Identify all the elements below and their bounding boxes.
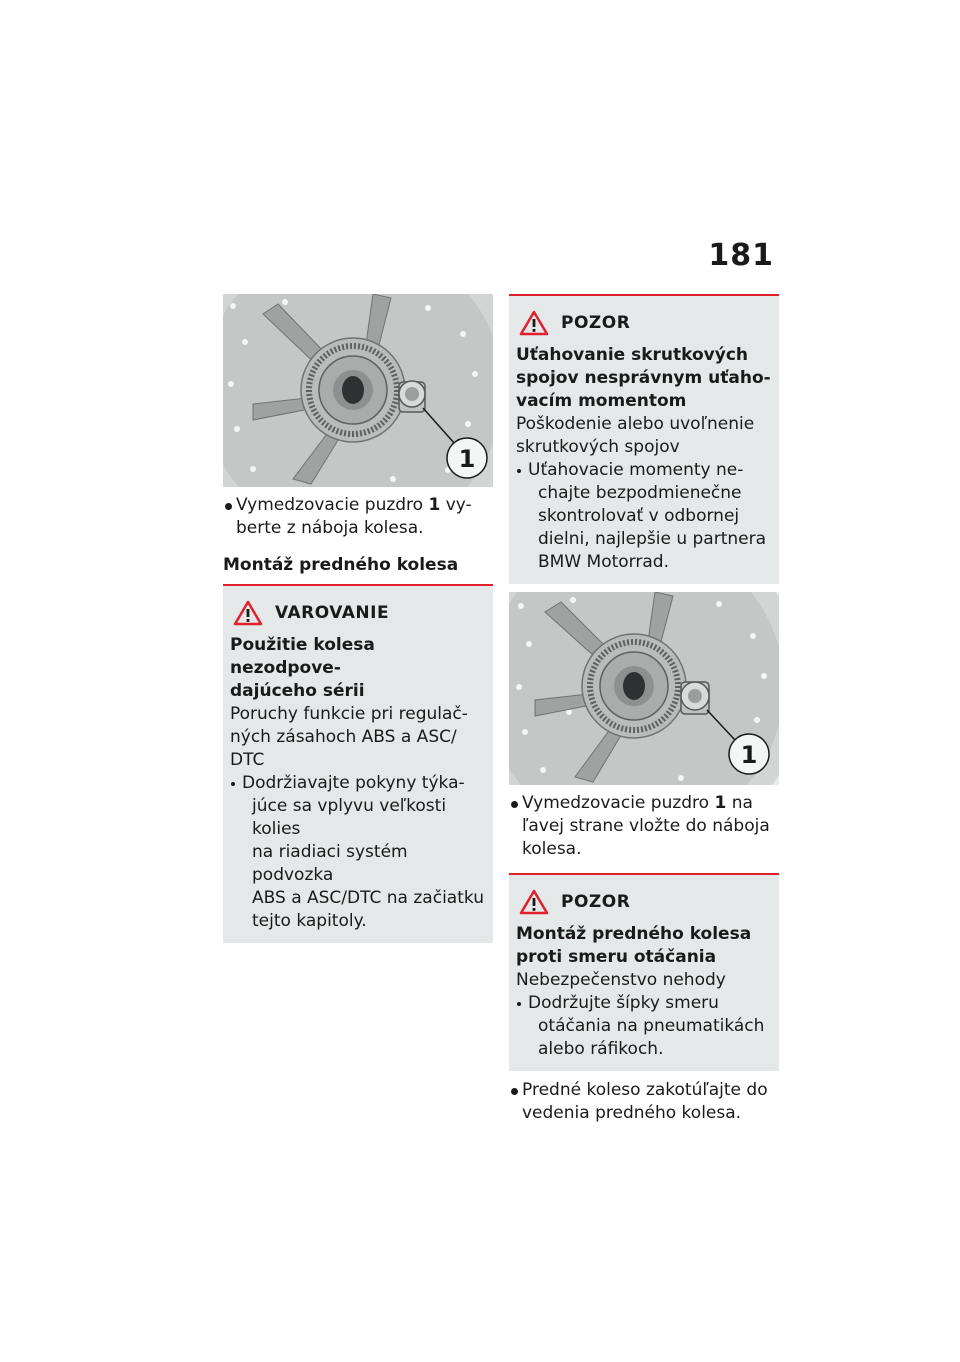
warning-triangle-icon [519, 889, 549, 915]
step-text: ľavej strane vložte do náboja [522, 816, 770, 836]
caution-subject-line: proti smeru otáčania [516, 947, 717, 967]
caution-subject-line: spojov nesprávnym uťaho- [516, 368, 771, 388]
step-text: berte z náboja kolesa. [236, 518, 424, 538]
step-text: Vymedzovacie puzdro [236, 495, 429, 515]
warning-title: VAROVANIE [275, 603, 390, 623]
step-text: na [726, 793, 753, 813]
warning-triangle-icon [519, 310, 549, 336]
caution-instruction-line: Dodržujte šípky smeru [528, 993, 719, 1013]
step-text: vedenia predného kolesa. [522, 1103, 742, 1123]
caution-subject [516, 344, 772, 413]
step-text: Vymedzovacie puzdro [522, 793, 715, 813]
left-column [223, 294, 493, 943]
warning-instruction-line: ABS a ASC/DTC na začiatku [252, 888, 484, 908]
step-text: kolesa. [522, 839, 582, 859]
warning-instruction-line: na riadiaci systém podvozka [252, 842, 408, 885]
caution-title: POZOR [561, 892, 631, 912]
bullet-dot [517, 1002, 521, 1006]
caution-instruction [516, 992, 772, 1061]
caution-instruction-line: otáčania na pneumatikách [538, 1016, 765, 1036]
figure-callout-1: 1 [740, 741, 758, 769]
step-roll-wheel [509, 1079, 779, 1125]
caution-box-torque [509, 294, 779, 584]
warning-box [223, 584, 493, 943]
step-remove-spacer [223, 494, 493, 540]
caution-instruction-line: alebo ráfikoch. [538, 1039, 664, 1059]
right-column [509, 294, 779, 1125]
page-number: 181 [708, 238, 774, 273]
caution-text-line: skrutkových spojov [516, 437, 680, 457]
caution-instruction-line: BMW Motorrad. [538, 552, 669, 572]
figure-callout-1: 1 [458, 445, 476, 473]
warning-instruction-line: Dodržiavajte pokyny týka- [242, 773, 465, 793]
caution-instruction-line: skontrolovať v odbornej [538, 506, 740, 526]
step-text: Predné koleso zakotúľajte do [522, 1080, 768, 1100]
wheel-hub-figure-remove [223, 294, 493, 487]
caution-instruction [516, 459, 772, 574]
wheel-hub-figure-insert [509, 592, 779, 785]
caution-instruction-line: chajte bezpodmienečne [538, 483, 742, 503]
bullet-dot [511, 801, 518, 808]
caution-subject-line: Montáž predného kolesa [516, 924, 752, 944]
caution-title: POZOR [561, 313, 631, 333]
bullet-dot [231, 782, 235, 786]
caution-subject-line: vacím momentom [516, 391, 687, 411]
bullet-dot [225, 503, 232, 510]
caution-box-direction [509, 873, 779, 1071]
warning-instruction-line: tejto kapitoly. [252, 911, 367, 931]
wheel-hub-illustration [509, 592, 779, 785]
caution-instruction-line: Uťahovacie momenty ne- [528, 460, 744, 480]
warning-instruction-line: júce sa vplyvu veľkosti kolies [252, 796, 447, 839]
step-ref-number: 1 [428, 495, 441, 515]
caution-text-line: Nebezpečenstvo nehody [516, 970, 726, 990]
bullet-dot [511, 1088, 518, 1095]
section-heading: Montáž predného kolesa [223, 555, 459, 575]
warning-text-line: ných zásahoch ABS a ASC/ [230, 727, 457, 747]
caution-consequence [516, 413, 772, 459]
caution-consequence [516, 969, 772, 992]
caution-subject-line: Uťahovanie skrutkových [516, 345, 749, 365]
warning-text-line: Poruchy funkcie pri regulač- [230, 704, 468, 724]
caution-subject [516, 923, 772, 969]
step-text: vy- [440, 495, 472, 515]
caution-instruction-line: dielni, najlepšie u partnera [538, 529, 767, 549]
warning-subject-line: Použitie kolesa nezodpove- [230, 635, 375, 678]
step-ref-number: 1 [714, 793, 727, 813]
warning-triangle-icon [233, 600, 263, 626]
warning-subject [230, 634, 486, 703]
caution-text-line: Poškodenie alebo uvoľnenie [516, 414, 755, 434]
step-insert-spacer [509, 792, 779, 861]
warning-instruction [230, 772, 486, 933]
warning-subject-line: dajúceho sérii [230, 681, 365, 701]
bullet-dot [517, 469, 521, 473]
warning-consequence [230, 703, 486, 772]
warning-text-line: DTC [230, 750, 265, 770]
wheel-hub-illustration [223, 294, 493, 487]
